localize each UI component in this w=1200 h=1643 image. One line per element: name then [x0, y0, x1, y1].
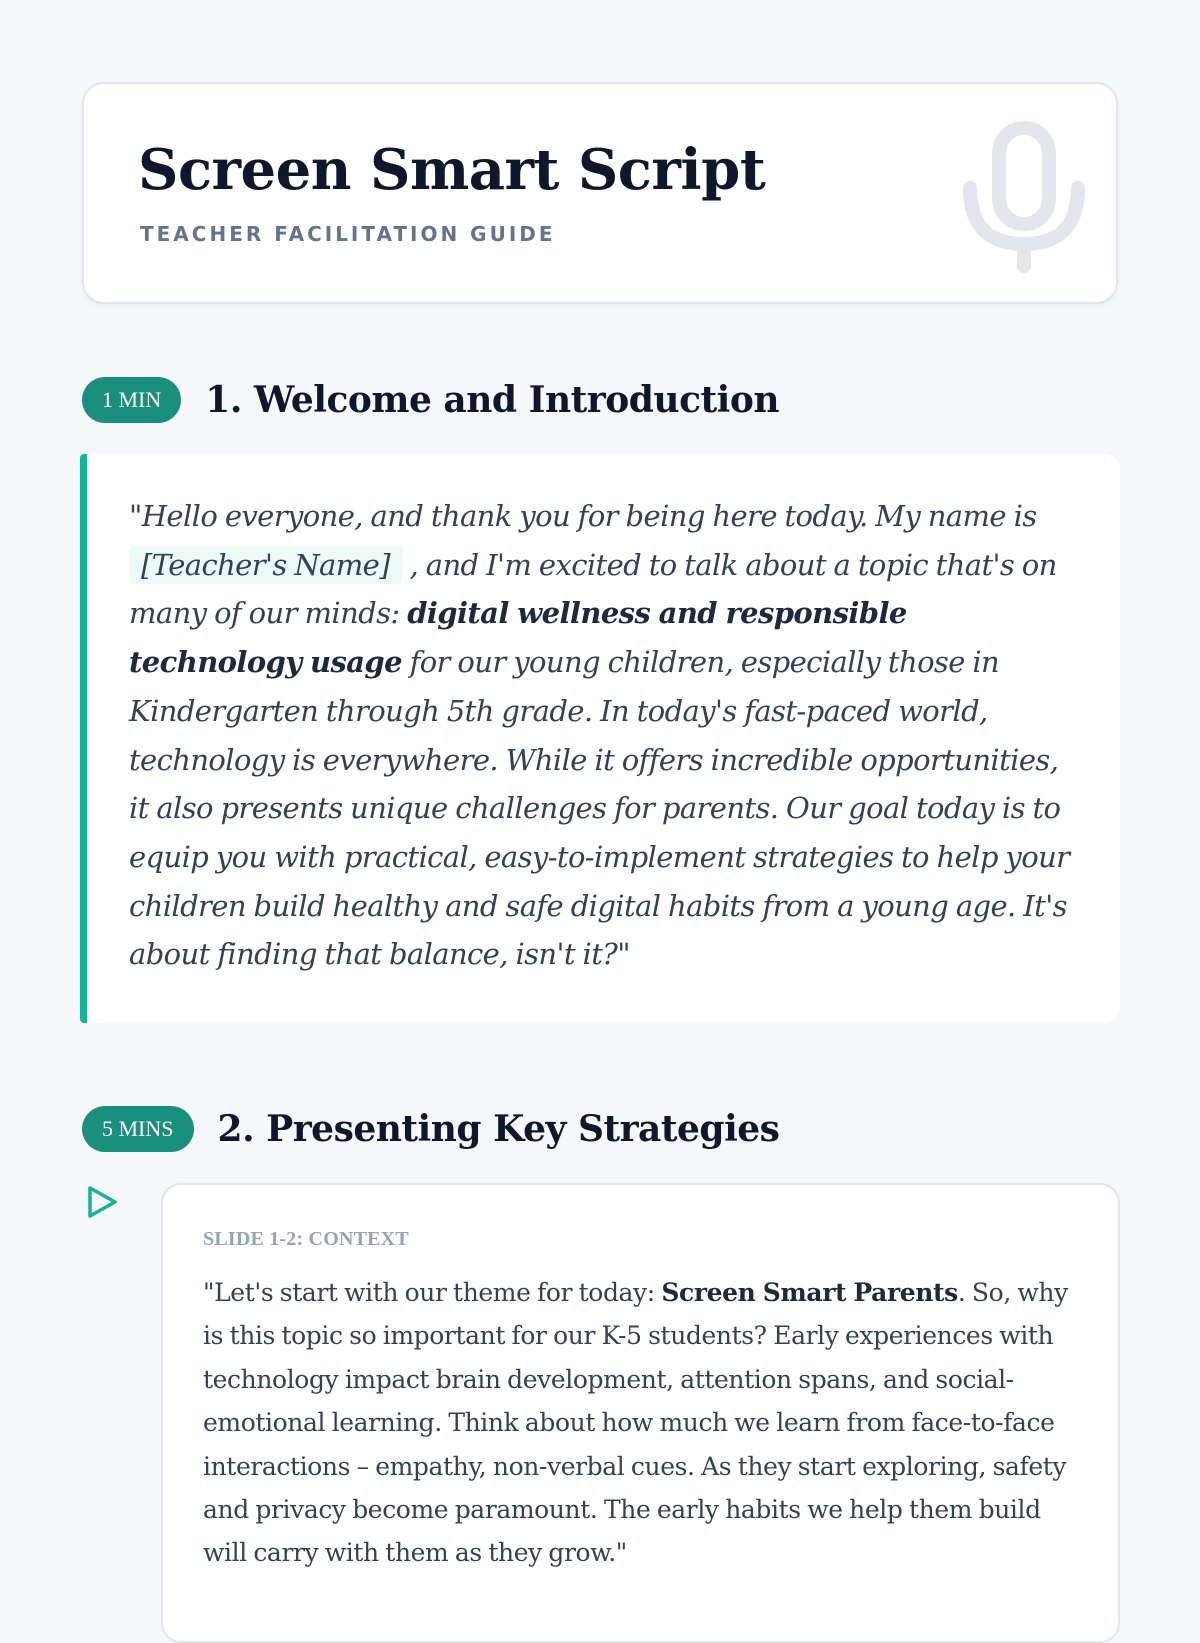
time-badge: 1 MIN: [82, 377, 181, 423]
time-badge: 5 MINS: [82, 1106, 194, 1152]
page-subtitle: TEACHER FACILITATION GUIDE: [140, 222, 556, 246]
script-text: "Hello everyone, and thank you for being here today. My name is: [129, 499, 1037, 533]
script-text: "Let's start with our theme for today:: [203, 1278, 655, 1307]
section-title: 1. Welcome and Introduction: [205, 379, 780, 421]
script-emphasis: Screen Smart Parents: [661, 1278, 958, 1307]
script-text: . So, why is this topic so important for our K-5 students? Early experiences with technology impact brain development, attention spans, and social-emotional learning. Think about how much we learn from face-to-face interactions – empathy, non-verbal cues. As they start exploring, safety and privacy become paramount. The early habits we help them build will carry with them as they grow.": [203, 1278, 1068, 1568]
header-card: [82, 82, 1118, 304]
slide-label: SLIDE 1-2: CONTEXT: [203, 1228, 409, 1250]
script-text: , and I'm excited to talk about a topic that's on many of our minds:: [129, 547, 1057, 631]
teacher-name-placeholder: [Teacher's Name]: [129, 546, 402, 584]
slide-script-card: [161, 1183, 1120, 1643]
script-emphasis: digital wellness and responsible technology usage: [129, 596, 907, 680]
slide-script-text: [203, 1271, 1080, 1575]
section-strategies-header: [82, 1105, 779, 1153]
script-text: for our young children, especially those in Kindergarten through 5th grade. In today's fast-paced world, technology is everywhere. While it offers incredible opportunities, it also presents unique challenges for parents. Our goal today is to equip you with practical, easy-to-implement strategies to help your children build healthy and safe digital habits from a young age. It's about finding that balance, isn't it?": [129, 645, 1070, 972]
play-icon[interactable]: [84, 1184, 120, 1220]
welcome-script-text: [129, 492, 1072, 979]
section-welcome-header: [82, 376, 779, 424]
microphone-icon: [954, 114, 1094, 274]
section-title: 2. Presenting Key Strategies: [217, 1108, 780, 1150]
welcome-script-card: [80, 454, 1120, 1023]
page-title: Screen Smart Script: [138, 137, 766, 203]
